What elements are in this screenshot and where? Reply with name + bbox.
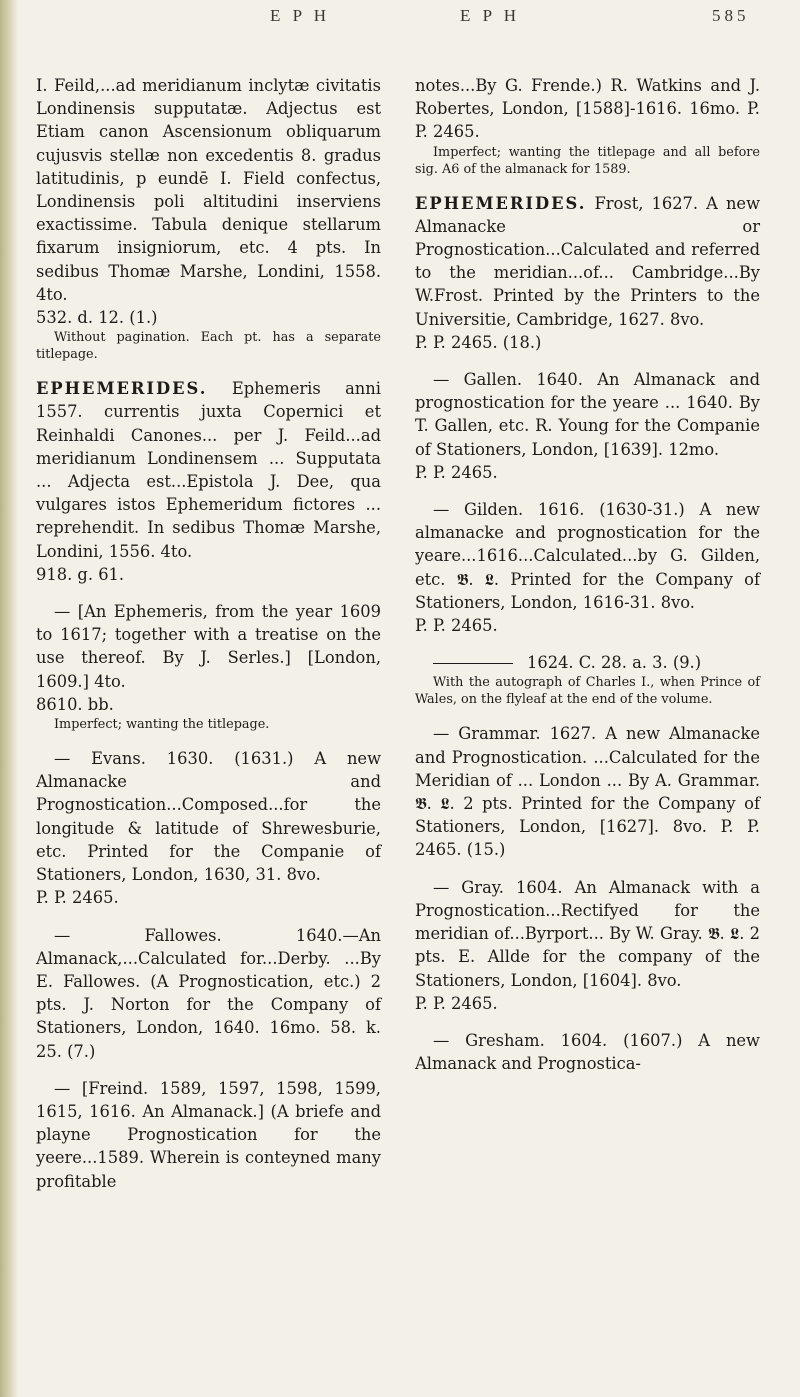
book-spine-edge (0, 0, 18, 1397)
entry-note: With the autograph of Charles I., when Prince of Wales, on the flyleaf at the end of the volume. (415, 675, 760, 708)
entry-note: Imperfect; wanting the titlepage. (54, 717, 270, 733)
entry (415, 192, 760, 354)
entry-body: — Gilden. 1616. (1630-31.) A new almanacke and prognostication for the yeare...1616...Calculated...by G. Gilden, etc. 𝕭. 𝕷. Printed for the Company of Stationers, London, 1616-31. 8vo. (415, 500, 760, 612)
entry-body: — Gresham. 1604. (1607.) A new Almanack and Prognostica- (415, 1030, 760, 1074)
entry-body: — Gray. 1604. An Almanack with a Prognostication...Rectifyed for the meridian of...Byrport... By W. Gray. 𝕭. 𝕷. 2 pts. E. Allde for the company of the Stationers, London, [1604]. 8vo. (415, 877, 760, 990)
entry-shelfmark: 532. d. 12. (1.) (36, 308, 158, 328)
entry (36, 924, 381, 1063)
entry (415, 876, 760, 1015)
ditto-dash (433, 663, 513, 664)
header-center: E P H (460, 6, 520, 25)
entry (36, 600, 381, 733)
running-header (0, 6, 800, 34)
entry-body: — Evans. 1630. (1631.) A new Almanacke and Prognostication...Composed...for the longitude & latitude of Shrewesburie, etc. Printed for the Companie of Stationers, London, 1630, 31. 8vo. (36, 749, 381, 885)
entry-heading: EPHEMERIDES. (36, 379, 208, 399)
entry (36, 377, 381, 586)
entry-shelfmark: P. P. 2465. (415, 462, 498, 482)
entry-shelfmark: P. P. 2465. (18.) (415, 332, 542, 352)
entry-body: — Gallen. 1640. An Almanack and prognostication for the yeare ... 1640. By T. Gallen, etc. R. Young for the Companie of Stationers, London, [1639]. 12mo. (415, 370, 760, 459)
entry (36, 74, 381, 363)
entry (415, 368, 760, 484)
entry (415, 74, 760, 178)
entry-body: Ephemeris anni 1557. currentis juxta Copernici et Reinhaldi Canones... per J. Feild...ad meridianum Londinensem ... Supputata ... Adjecta est...Epistola J. Dee, qua vulgares istos Ephemeridum fictores ... reprehendit. In sedibus Thomæ Marshe, Londini, 1556. 4to. (36, 379, 381, 561)
entry-body: — Grammar. 1627. A new Almanacke and Prognostication. ...Calculated for the Meridian of ... London ... By A. Grammar. 𝕭. 𝕷. 2 pts. Printed for the Company of Stationers, London, [1627]. 8vo. P. P. 2465. (15.) (415, 724, 760, 860)
entry-shelfmark: 918. g. 61. (36, 564, 125, 584)
right-column (415, 74, 760, 1089)
entry-heading: EPHEMERIDES. (415, 193, 587, 213)
entry (415, 651, 760, 708)
entry-note: Imperfect; wanting the titlepage and all before sig. A6 of the almanack for 1589. (415, 144, 760, 177)
entry-body: 1624. C. 28. a. 3. (9.) (527, 653, 702, 673)
entry-shelfmark: P. P. 2465. (415, 616, 498, 636)
entry-body: I. Feild,...ad meridianum inclytæ civitatis Londinensis supputatæ. Adjectus est Etiam canon Ascensionum obliquarum cujusvis stellæ non excedentis 8. gradus latitudinis, p eundē I. Field confectus, Londinensis poli altitudini inserviens exactissime. Tabula denique stellarum fixarum insigniorum, etc. 4 pts. In sedibus Thomæ Marshe, Londini, 1558. 4to. (36, 76, 381, 304)
entry-body: — Fallowes. 1640.—An Almanack,...Calculated for...Derby. ...By E. Fallowes. (A Prognostication, etc.) 2 pts. J. Norton for the Company of Stationers, London, 1640. 16mo. 58. k. 25. (7.) (36, 925, 381, 1061)
entry (36, 1077, 381, 1193)
header-left: E P H (270, 6, 330, 25)
entry-body: — [Freind. 1589, 1597, 1598, 1599, 1615, 1616. An Almanack.] (A briefe and playne Prognostication for the yeere...1589. Wherein is conteyned many profitable (36, 1078, 381, 1191)
entry-body: Frost, 1627. A new Almanacke or Prognostication...Calculated and referred to the meridian...of... Cambridge...By W.Frost. Printed by the Printers to the Universitie, Cambridge, 1627. 8vo. (415, 193, 760, 329)
entry-shelfmark: P. P. 2465. (415, 993, 498, 1013)
entry (415, 498, 760, 637)
left-column (36, 74, 381, 1207)
entry (415, 722, 760, 861)
entry (415, 1029, 760, 1075)
entry-body: notes...By G. Frende.) R. Watkins and J. Robertes, London, [1588]-1616. 16mo. P. P. 2465. (415, 76, 760, 142)
entry-shelfmark: 8610. bb. (36, 694, 114, 714)
entry-body: — [An Ephemeris, from the year 1609 to 1617; together with a treatise on the use thereof. By J. Serles.] [London, 1609.] 4to. (36, 602, 381, 691)
entry-note: Without pagination. Each pt. has a separate titlepage. (36, 330, 381, 363)
entry (36, 747, 381, 909)
entry-shelfmark: P. P. 2465. (36, 888, 119, 908)
page-number: 585 (712, 6, 750, 25)
